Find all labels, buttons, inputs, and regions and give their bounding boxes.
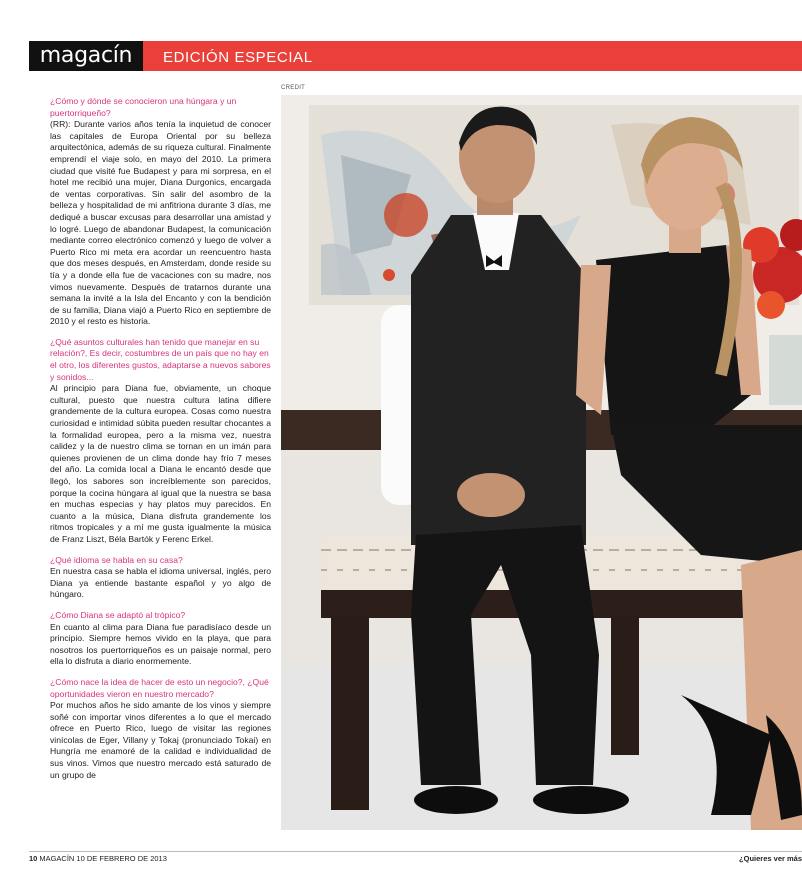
page-number: 10	[29, 854, 38, 863]
question: ¿Qué idioma se habla en su casa?	[50, 554, 183, 565]
answer: En cuanto al clima para Diana fue paradisíaco desde un principio. Siempre hemos vivido en la playa, que para nosotros los puertorriqueños es un paisaje normal, pero ella lo disfruta a diario enormemente.	[50, 621, 271, 667]
answer: Al principio para Diana fue, obviamente, un choque cultural, puesto que nuestra cultura latina difiere grandemente de la cultura europea. Cosas como nuestra curiosidad e intimidad súbita pueden resultar chocantes a la formalidad europea, pero a la misma vez, nuestra calidez y la de nuestro clima se tornan en un imán para quienes provienen de un clima donde hay frío 7 meses del año. La comida local a Diana le encantó desde que llegó, los sabores son increíblemente son parecidos, porque la cocina húngara al igual que la nuestra se basa en muchas especias y hay platos muy parecidos. En cuanto a la música, Diana disfruta grandemente los ritmos tropicales y a mí me gusta igualmente la música de Franz Liszt, Béla Bartók y Ferenc Erkel.	[50, 383, 271, 544]
issue-info: MAGACÍN 10 DE FEBRERO DE 2013	[39, 854, 167, 863]
question: ¿Cómo y dónde se conocieron una húngara y un puertorriqueño?	[50, 96, 237, 118]
photo-credit: CREDIT	[281, 85, 306, 91]
question: ¿Cómo Diana se adaptó al trópico?	[50, 609, 186, 620]
answer: En nuestra casa se habla el idioma universal, inglés, pero Diana ya entiende bastante español y yo algo de húngaro.	[50, 566, 271, 600]
continue-teaser: ¿Quieres ver más	[739, 854, 802, 863]
answer: Por muchos años he sido amante de los vinos y siempre soñé con importar vinos diferentes a lo que el mercado ofrece en Puerto Rico, luego de visitar las regiones vinícolas de Eger, Villany y Tokaj (pronunciado Tokai) en Hungría me enamoré de la calidad e individualidad de sus vinos. Vimos que nuestro mercado está saturado de un grupo de	[50, 700, 271, 780]
couple-photo	[281, 95, 802, 830]
section-title: EDICIÓN ESPECIAL	[163, 49, 313, 66]
masthead-bar	[29, 41, 802, 71]
article-body	[50, 96, 271, 790]
brand-logo: magacín	[29, 41, 143, 71]
question: ¿Cómo nace la idea de hacer de esto un negocio?, ¿Qué oportunidades vieron en nuestro mercado?	[50, 676, 269, 699]
answer: (RR): Durante varios años tenía la inquietud de conocer las capitales de Europa Oriental por su belleza arquitectónica, además de su riqueza cultural. Finalmente emprendí el viaje solo, en mayo del 2010. La primera ciudad que visité fue Budapest y para mi sorpresa, en el hotel me recibió una mujer, Diana Durgonics, encargada de ventas corporativas. Sin salir del asombro de la belleza y hospitalidad de mi anfitriona durante 3 días, me dediqué a buscar excusas para desarrollar una amistad y lo logré. Luego de abandonar Budapest, la comunicación mediante correo electrónico comenzó y luego de volver a Puerto Rico mi meta era acordar un reencuentro hasta que dos meses después, en Amsterdam, donde reside su tía y a donde ella fue de vacaciones con su madre, nos vimos nuevamente. Después de tratarnos durante una semana la invité a la Isla del Encanto y con la bendición de su familia, Diana viajó a Puerto Rico en septiembre de 2010 y el resto es historia.	[50, 119, 271, 327]
question: ¿Qué asuntos culturales han tenido que manejar en su relación?, Es decir, costumbres de un país que no hay en el otro, los diferentes gustos, adaptarse a nuevos sabores y sonidos...	[50, 336, 271, 382]
footer-rule	[29, 851, 802, 852]
page-folio	[29, 854, 167, 863]
